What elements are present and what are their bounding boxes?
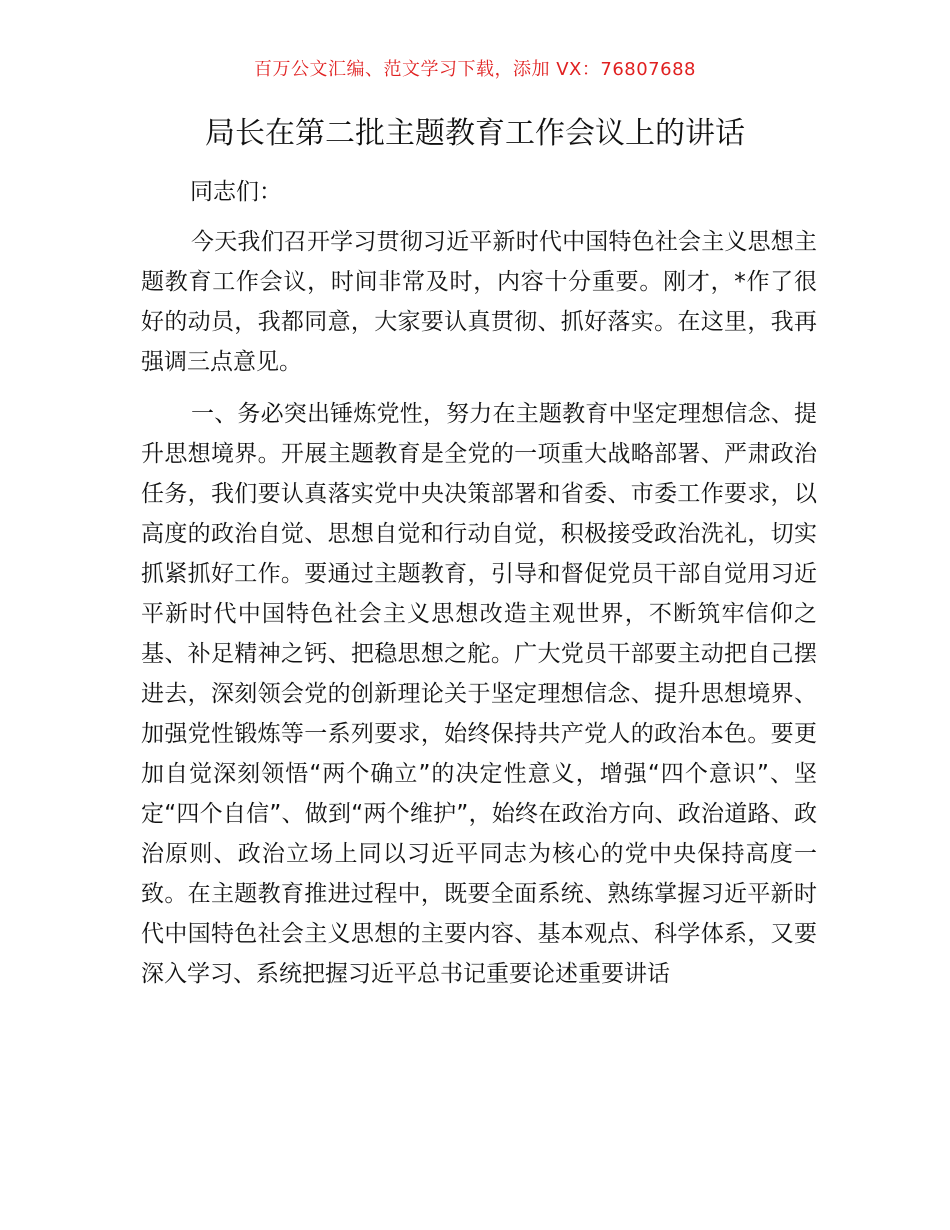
document-body xyxy=(141,222,817,994)
paragraph-intro: 今天我们召开学习贯彻习近平新时代中国特色社会主义思想主题教育工作会议，时间非常及时，内容十分重要。刚才，*作了很好的动员，我都同意，大家要认真贯彻、抓好落实。在这里，我再强调三点意见。 xyxy=(141,229,817,375)
paragraph-point-one: 一、务必突出锤炼党性，努力在主题教育中坚定理想信念、提升思想境界。开展主题教育是全党的一项重大战略部署、严肃政治任务，我们要认真落实党中央决策部署和省委、市委工作要求，以高度的政治自觉、思想自觉和行动自觉，积极接受政治洗礼，切实抓紧抓好工作。要通过主题教育，引导和督促党员干部自觉用习近平新时代中国特色社会主义思想改造主观世界，不断筑牢信仰之基、补足精神之钙、把稳思想之舵。广大党员干部要主动把自己摆进去，深刻领会党的创新理论关于坚定理想信念、提升思想境界、加强党性锻炼等一系列要求，始终保持共产党人的政治本色。要更加自觉深刻领悟“两个确立”的决定性意义，增强“四个意识”、坚定“四个自信”、做到“两个维护”，始终在政治方向、政治道路、政治原则、政治立场上同以习近平同志为核心的党中央保持高度一致。在主题教育推进过程中，既要全面系统、熟练掌握习近平新时代中国特色社会主义思想的主要内容、基本观点、科学体系，又要深入学习、系统把握习近平总书记重要论述重要讲话 xyxy=(141,401,817,987)
document-title: 局长在第二批主题教育工作会议上的讲话 xyxy=(205,116,745,151)
salutation: 同志们： xyxy=(190,179,282,205)
header-note: 百万公文汇编、范文学习下载，添加 VX：76807688 xyxy=(254,59,696,80)
